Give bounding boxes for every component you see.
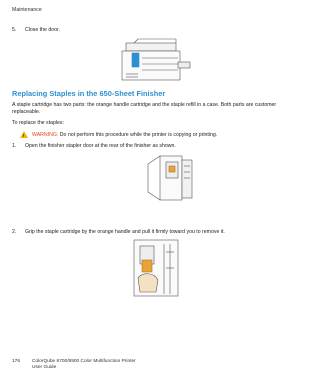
warning-label: WARNING: <box>32 132 59 138</box>
page-number: 176 <box>12 359 21 364</box>
running-header: Maintenance <box>12 7 42 13</box>
step-text: Grip the staple cartridge by the orange handle and pull it firmly toward you to remove it. <box>25 229 225 235</box>
warning-text: Do not perform this procedure while the printer is copying or printing. <box>59 132 218 138</box>
procedure-lead: To replace the staples: <box>12 120 64 126</box>
section-intro: A staple cartridge has two parts: the orange handle cartridge and the staple refill in a case. Both parts are customer replaceable. <box>12 102 277 115</box>
step-number: 5. <box>12 27 17 33</box>
section-title: Replacing Staples in the 650-Sheet Finisher <box>12 89 166 98</box>
printer-door-closed-illustration <box>112 38 192 82</box>
step-number: 2. <box>12 229 17 235</box>
finisher-door-open-illustration <box>140 152 196 204</box>
warning-note <box>32 132 217 138</box>
guide-name: User Guide <box>32 365 57 370</box>
step-2 <box>12 229 225 236</box>
staple-cartridge-removal-illustration <box>130 238 184 298</box>
warning-exclamation-icon: ! <box>22 132 25 138</box>
product-name: ColorQube 8700/8900 Color Multifunction Printer <box>32 359 136 364</box>
step-1 <box>12 143 176 150</box>
footer-product <box>32 359 136 371</box>
step-5 <box>12 27 60 34</box>
step-text: Close the door. <box>25 27 60 33</box>
step-text: Open the finisher stapler door at the rear of the finisher as shown. <box>25 143 176 149</box>
step-number: 1. <box>12 143 17 149</box>
